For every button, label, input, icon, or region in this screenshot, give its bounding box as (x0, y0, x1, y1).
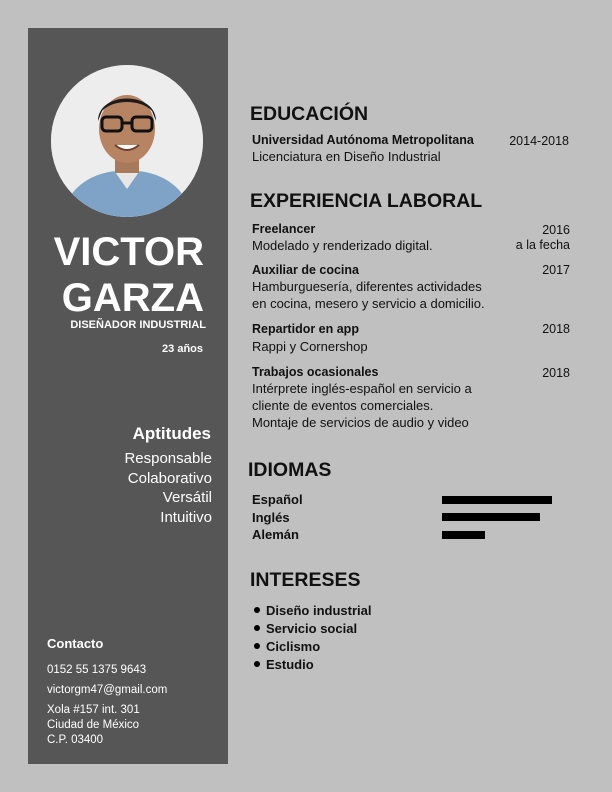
interests-title: INTERESES (250, 569, 361, 591)
profile-photo-avatar (51, 65, 203, 217)
job-role: Repartidor en app (252, 322, 359, 336)
language-name: Español (252, 492, 303, 507)
job-role: Auxiliar de cocina (252, 263, 359, 277)
aptitudes-list (28, 449, 212, 527)
education-degree: Licenciatura en Diseño Industrial (252, 149, 441, 164)
bullet-icon (254, 661, 260, 667)
language-level-bar (442, 513, 552, 521)
language-name: Inglés (252, 510, 290, 525)
job-line: Modelado y renderizado digital. (252, 238, 433, 253)
aptitude-item: Intuitivo (160, 508, 212, 526)
language-level-bar (442, 531, 552, 539)
interest-label: Servicio social (266, 621, 358, 636)
job-line: Intérprete inglés-español en servicio a (252, 381, 472, 396)
language-name: Alemán (252, 527, 299, 542)
contact-email: victorgm47@gmail.com (47, 684, 168, 696)
aptitude-item: Colaborativo (127, 469, 212, 487)
job-description (252, 278, 485, 312)
education-title: EDUCACIÓN (250, 103, 369, 125)
education-years: 2014-2018 (509, 134, 569, 148)
job-year (516, 223, 570, 253)
job-line: Rappi y Cornershop (252, 339, 368, 354)
language-level-fill (442, 531, 485, 539)
interest-label: Diseño industrial (266, 603, 372, 618)
aptitude-item: Responsable (124, 450, 212, 467)
languages-title: IDIOMAS (248, 459, 332, 481)
aptitudes-title: Aptitudes (132, 424, 211, 443)
bullet-icon (254, 625, 260, 631)
contact-phone: 0152 55 1375 9643 (47, 664, 147, 676)
job-title: DISEÑADOR INDUSTRIAL (70, 319, 206, 331)
address-line: Xola #157 int. 301 (47, 704, 140, 716)
age: 23 años (162, 343, 203, 355)
job-description (252, 338, 368, 355)
contact-address (47, 703, 140, 748)
interest-item (254, 621, 357, 636)
education-school: Universidad Autónoma Metropolitana (252, 133, 474, 147)
job-line: cliente de eventos comerciales. (252, 398, 434, 413)
job-year-start: 2016 (542, 223, 570, 237)
interest-label: Ciclismo (266, 639, 321, 654)
interest-item (254, 639, 320, 654)
address-line: Ciudad de México (47, 719, 140, 731)
interest-item (254, 657, 314, 672)
job-line: Montaje de servicios de audio y video (252, 415, 469, 430)
job-line: en cocina, mesero y servicio a domicilio. (252, 296, 485, 311)
job-line: Hamburguesería, diferentes actividades (252, 279, 482, 294)
job-year: 2017 (542, 263, 570, 277)
language-level-bar (442, 496, 552, 504)
language-level-fill (442, 513, 540, 521)
address-line: C.P. 03400 (47, 734, 104, 746)
job-year: 2018 (542, 366, 570, 380)
profile-photo (51, 65, 203, 217)
job-year: 2018 (542, 322, 570, 336)
first-name: VICTOR (53, 230, 204, 274)
job-year-end: a la fecha (515, 238, 570, 252)
aptitude-item: Versátil (162, 489, 212, 506)
job-role: Trabajos ocasionales (252, 365, 379, 379)
bullet-icon (254, 643, 260, 649)
language-level-fill (442, 496, 552, 504)
job-role: Freelancer (252, 222, 316, 236)
interest-label: Estudio (266, 657, 314, 672)
bullet-icon (254, 607, 260, 613)
sidebar (28, 28, 228, 764)
contact-title: Contacto (47, 636, 104, 651)
job-description (252, 380, 472, 431)
last-name: GARZA (61, 276, 204, 320)
experience-title: EXPERIENCIA LABORAL (250, 190, 483, 212)
job-description (252, 237, 433, 254)
interest-item (254, 603, 371, 618)
